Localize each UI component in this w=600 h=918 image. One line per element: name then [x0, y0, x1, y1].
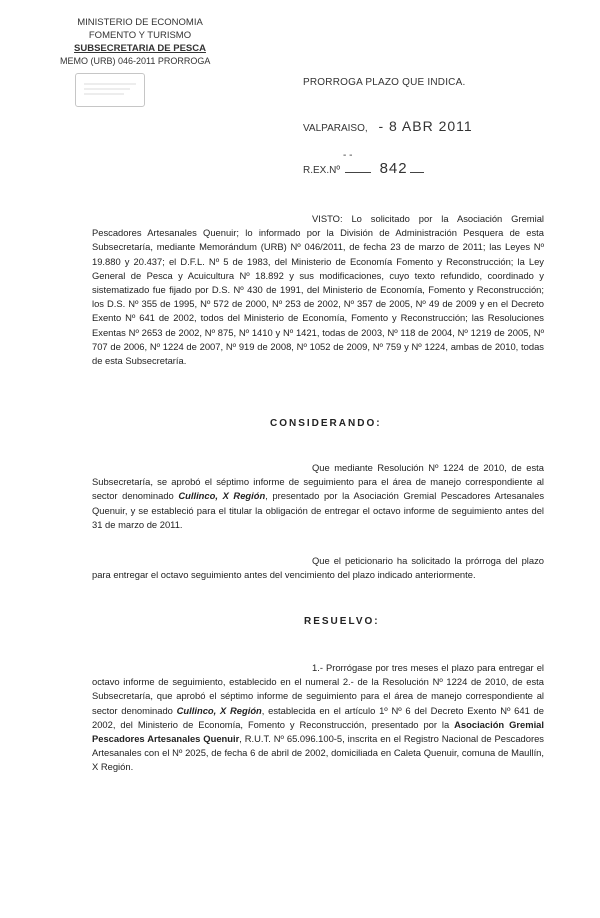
resuelvo1-sector: Cullinco, X Región — [176, 704, 262, 716]
resuelvo-paragraph-1 — [92, 661, 544, 775]
date-place: VALPARAISO, — [303, 123, 368, 134]
considerando-paragraph-2: Que el peticionario ha solicitado la prórroga del plazo para entregar el octavo seguimiento antes del vencimiento del plazo indicado anteriormente. — [92, 555, 544, 581]
resuelvo1-text-before: 1.- Prorrógase por tres meses el plazo para entregar el octavo informe de seguimiento, establecido en el numeral 2.- de la Resolución Nº 1224 de 2010, de esta Subsecretaría, que aprobó el séptimo informe de seguimiento para el área de manejo correspondiente al sector denominado — [92, 662, 544, 716]
considerando-heading: CONSIDERANDO: — [270, 418, 382, 429]
considerando-paragraph-1 — [92, 461, 544, 532]
stamp-mark-icon — [80, 78, 140, 100]
document-subject: PRORROGA PLAZO QUE INDICA. — [303, 77, 466, 88]
rex-dashes: - - — [343, 150, 353, 161]
considerando1-sector: Cullinco, X Región — [178, 490, 266, 502]
rex-underline — [345, 172, 371, 173]
resuelvo-heading: RESUELVO: — [304, 616, 380, 627]
rex-line — [303, 160, 424, 177]
rex-number: 842 — [379, 160, 408, 177]
date-line — [303, 118, 473, 134]
date-value: - 8 ABR 2011 — [378, 118, 473, 134]
resuelvo1-text-middle: , establecida en el artículo 1º Nº 6 del Decreto Exento Nº 641 de 2002, del Ministerio de Economía, Fomento y Reconstrucción, presentado por la — [92, 704, 544, 730]
letterhead-ministry-sub: FOMENTO Y TURISMO — [88, 30, 192, 41]
rex-label: R.EX.Nº — [303, 165, 340, 176]
considerando1-text-before: Que mediante Resolución Nº 1224 de 2010, de esta Subsecretaría, se aprobó el séptimo informe de seguimiento para el área de manejo correspondiente al sector denominado — [92, 462, 544, 502]
letterhead-ministry: MINISTERIO DE ECONOMIA — [77, 17, 203, 28]
resuelvo1-org: Asociación Gremial Pescadores Artesanales Quenuir — [92, 718, 544, 745]
rex-underline-end — [410, 172, 424, 173]
letterhead-memo: MEMO (URB) 046-2011 PRORROGA — [60, 56, 211, 66]
letterhead — [60, 16, 220, 68]
letterhead-subsecretaria: SUBSECRETARIA DE PESCA — [74, 43, 206, 54]
official-stamp — [75, 73, 145, 107]
considerando1-text-after: , presentado por la Asociación Gremial Pescadores Artesanales Quenuir, y se estableció para el titular la obligación de entregar el octavo informe de seguimiento antes del 31 de marzo de 2011. — [92, 490, 545, 530]
visto-paragraph: VISTO: Lo solicitado por la Asociación Gremial Pescadores Artesanales Quenuir; lo informado por la División de Administración Pesquera de esta Subsecretaría, mediante Memorándum (URB) Nº 046/2011, de fecha 23 de marzo de 2011; las Leyes Nº 19.880 y 20.437; el D.F.L. Nº 5 de 1983, del Ministerio de Economía Fomento y Reconstrucción; la Ley General de Pesca y Acuicultura Nº 18.892 y sus modificaciones, cuyo texto refundido, coordinado y sistematizado fue fijado por D.S. Nº 430 de 1991, del Ministerio de Economía, Fomento y Reconstrucción; los D.S. Nº 355 de 1995, Nº 572 de 2000, Nº 253 de 2002, Nº 357 de 2005, Nº 49 de 2009 y en el Decreto Exento Nº 641 de 2002, todos del Ministerio de Economía, Fomento y Reconstrucción; las Resoluciones Exentas Nº 2653 de 2002, Nº 875, Nº 1410 y Nº 1421, todas de 2003, Nº 118 de 2004, Nº 1219 de 2005, Nº 707 de 2006, Nº 1224 de 2007, Nº 919 de 2008, Nº 1052 de 2009, Nº 759 y Nº 1224, ambas de 2010, todas de esta Subsecretaría. — [92, 213, 544, 367]
resuelvo1-text-after: , R.U.T. Nº 65.096.100-5, inscrita en el Registro Nacional de Pescadores Artesanales con el Nº 2025, de fecha 6 de abril de 2002, domiciliada en Caleta Quenuir, comuna de Maullín, X Región. — [92, 733, 544, 773]
